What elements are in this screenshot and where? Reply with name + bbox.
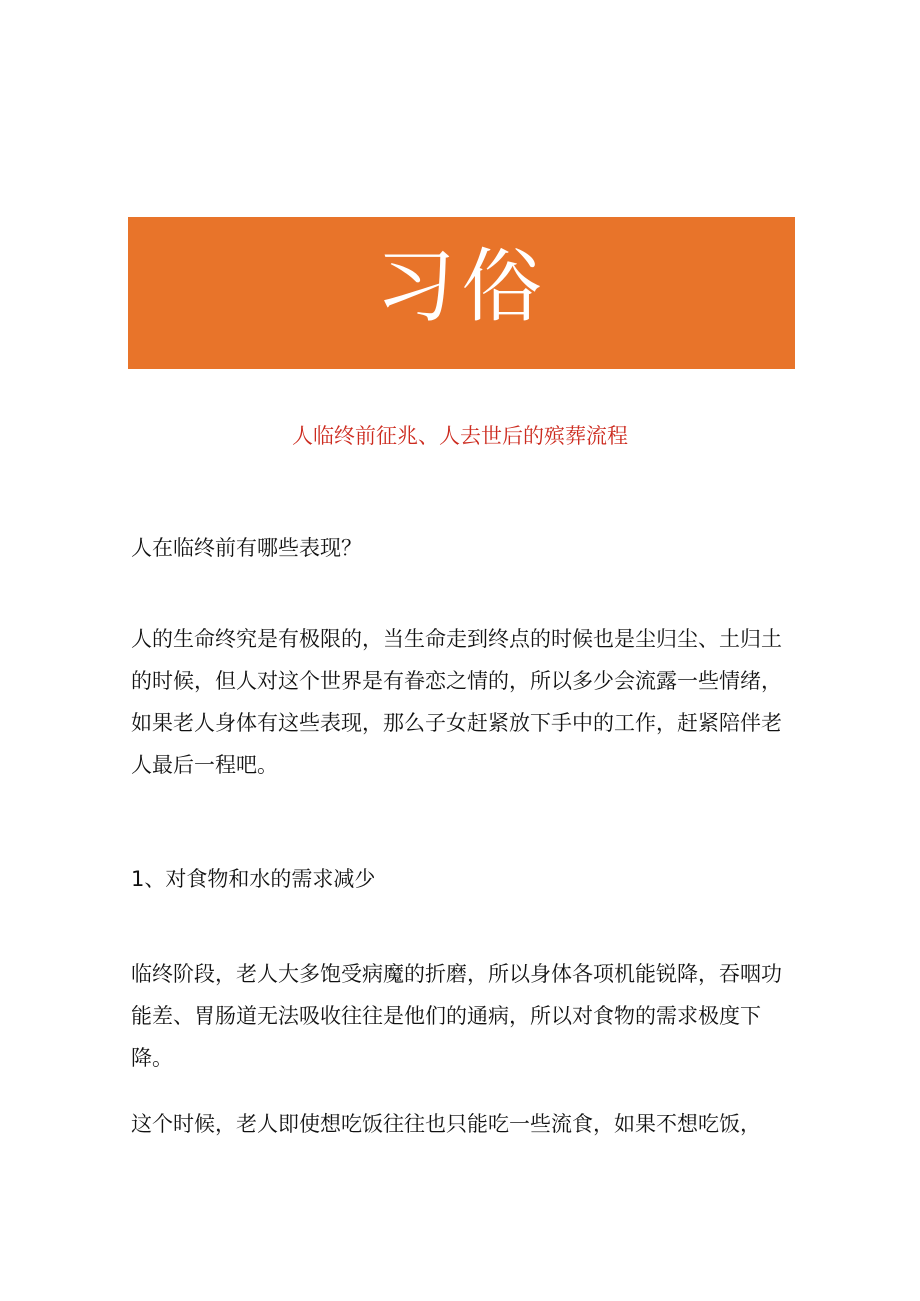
paragraph-intro: 人的生命终究是有极限的，当生命走到终点的时候也是尘归尘、土归土的时候，但人对这个世界是有眷恋之情的，所以多少会流露一些情绪，如果老人身体有这些表现，那么子女赶紧放下手中的工作，赶紧陪伴老人最后一程吧。 xyxy=(131,627,782,777)
paragraph-question: 人在临终前有哪些表现？ xyxy=(131,536,362,560)
paragraph-body-2: 这个时候，老人即使想吃饭往往也只能吃一些流食，如果不想吃饭， xyxy=(131,1112,761,1136)
paragraph-body-1: 临终阶段，老人大多饱受病魔的折磨，所以身体各项机能锐降，吞咽功能差、胃肠道无法吸收往往是他们的通病，所以对食物的需求极度下降。 xyxy=(131,962,782,1070)
document-subtitle: 人临终前征兆、人去世后的殡葬流程 xyxy=(292,424,628,448)
section-heading-1: 1、对食物和水的需求减少 xyxy=(131,867,376,891)
banner-title: 习俗 xyxy=(375,240,548,333)
title-banner xyxy=(128,217,795,369)
